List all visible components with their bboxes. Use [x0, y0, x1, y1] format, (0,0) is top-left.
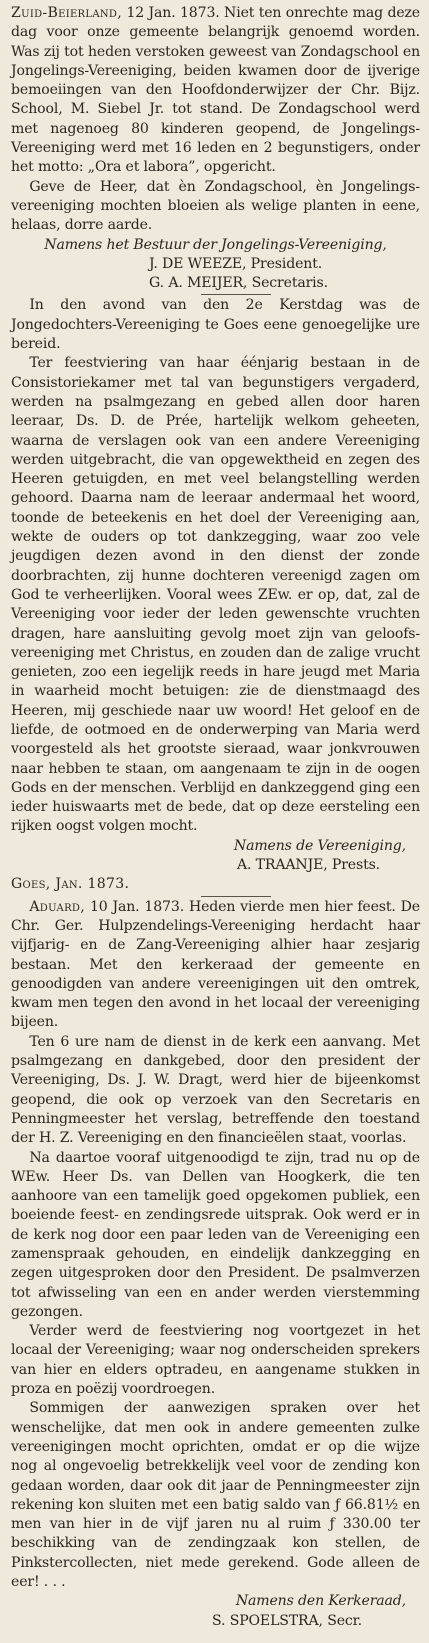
paragraph: Sommigen der aanwezigen spraken over het wenschelijke, dat men ook in andere gemeenten zulke vereenigingen mocht oprichten, omdat er op die wijze nog al ongevoelig betrekkelijk veel voor de zending kon gedaan worden, daar ook dit jaar de Penningmeester zijn rekening kon sluiten met een batig saldo van ƒ 66.81½ en men van hier in de vijf jaren nu al ruim ƒ 330.00 ter beschikking van de zendingzaak kon stellen, de Pinkstercollecten, niet mede gerekend. Gode alleen de eer! . . . — [11, 1400, 420, 1591]
signature-name: G. A. MEIJER, Secretaris. — [149, 275, 328, 292]
paragraph: 10 Jan. 1873. Heden vierde men hier feest. De Chr. Ger. Hulpzendelings-Vereeniging herdacht haar vijfjarig- en de Zang-Vereeniging alhier haar zesjarig bestaan. Met den kerkeraad der gemeente en genoodigden van andere vereenigingen uit den omtrek, kwam men tegen den avond in het locaal der vereeniging bijeen. — [11, 898, 420, 1031]
article-zuid-beierland — [11, 4, 420, 178]
paragraph: 12 Jan. 1873. Niet ten onrechte mag deze dag voor onze gemeente belangrijk genoemd worden. Was zij tot heden verstoken geweest van Zondagschool en Jongelings-Vereeniging, beiden kwamen door de ijverige bemoeiingen van den Hoofdonderwijzer der Chr. Bijz. School, M. Siebel Jr. tot stand. De Zondagschool werd met nagenoeg 80 kinderen geopend, de Jongelings-Vereeniging werd met 16 leden en 2 begunstigers, onder het motto: „Ora et labora”, opgericht. — [11, 5, 420, 176]
paragraph: In den avond van den 2e Kerstdag was de Jongedochters-Vereeniging te Goes eene genoegelijke ure bereid. — [11, 297, 420, 353]
divider-rule — [201, 896, 271, 897]
paragraph: Ter feestviering van haar éénjarig bestaan in de Consistoriekamer met tal van begunstigers vergaderd, werden na psalmgezang en gebed allen door haren leeraar, Ds. D. de Prée, hartelijk welkom geheeten, waarna de verslagen ook van een andere Vereeniging werden uitgebracht, die van opgewektheid en zegen des Heeren getuigden, en met veel belangstelling werden gehoord. Daarna nam de leeraar andermaal het woord, toonde de beteekenis en het doel der Vereeniging aan, wekte de ouders op tot dankzegging, waar zoo vele jeugdigen dezen avond in den dienst der zonde doorbrachten, zij hunne dochteren vereenigd zagen om God te verheerlijken. Vooral wees ZEw. er op, dat, zal de Vereeniging voor ieder der leden gewenschte vruchten dragen, hare aansluiting gevolg moet zijn van geloofs-vereeniging met Christus, en zouden dan de zalige vrucht genieten, zoo een iegelijk reeds in hare jeugd met Maria in waarheid mocht betuigen: zie de dienstmaagd des Heeren, mij geschiede naar uw woord! Het geloof en de liefde, de ootmoed en de onderwerping van Maria werd voorgesteld als het grootste sieraad, waar jonkvrouwen naar hebben te staan, om aangenaam te zijn in de oogen Gods en der menschen. Verblijd en dankzeggend ging een ieder huiswaarts met de bede, dat op deze eersteling een rijken oogst volgen mocht. — [11, 355, 420, 835]
article-aduard — [11, 898, 420, 1033]
signature-line: Namens den Kerkeraad, — [235, 1593, 406, 1610]
place-date: Goes, Jan. 1873. — [11, 876, 130, 893]
signature-name: A. TRAANJE, Prests. — [236, 857, 380, 874]
paragraph: Na daartoe vooraf uitgenoodigd te zijn, trad nu op de WEw. Heer Ds. van Dellen van Hoogkerk, die ten aanhoore van een tamelijk goed opgekomen publiek, een boeiende feest- en zendingsrede uitsprak. Ook werd er in de kerk nog door een paar leden van de Vereeniging een zamenspraak gehouden, en eindelijk dankzegging en zegen uitgesproken door den President. De psalmverzen tot afwisseling van een en ander werden vierstemming gezongen. — [11, 1149, 420, 1320]
signature-name: J. DE WEEZE, President. — [148, 255, 323, 272]
signature-line: Namens het Bestuur der Jongelings-Vereeniging, — [44, 236, 387, 253]
signature-name: S. SPOELSTRA, Secr. — [212, 1612, 362, 1629]
paragraph: Geve de Heer, dat èn Zondagschool, èn Jongelings-vereeniging mochten bloeien als welige planten in eene, helaas, dorre aarde. — [11, 178, 420, 234]
divider-rule — [201, 294, 271, 295]
dateline: Zuid-Beierland, — [11, 5, 122, 21]
dateline: Aduard, — [29, 898, 85, 915]
signature-line: Namens de Vereeniging, — [233, 837, 406, 854]
paragraph: Ten 6 ure nam de dienst in de kerk een aanvang. Met psalmgezang en dankgebed, door den president der Vereeniging, Ds. J. W. Dragt, werd hier de bijeenkomst geopend, die ook op verzoek van den Secretaris en Penningmeester het verslag, betreffende den toestand der H. Z. Vereeniging en den financieëlen staat, voorlas. — [11, 1033, 420, 1147]
paragraph: Verder werd de feestviering nog voortgezet in het locaal der Vereeniging; waar nog onderscheiden sprekers van hier en elders optradeu, en aangename stukken in proza en poëzij voordroegen. — [11, 1323, 420, 1398]
